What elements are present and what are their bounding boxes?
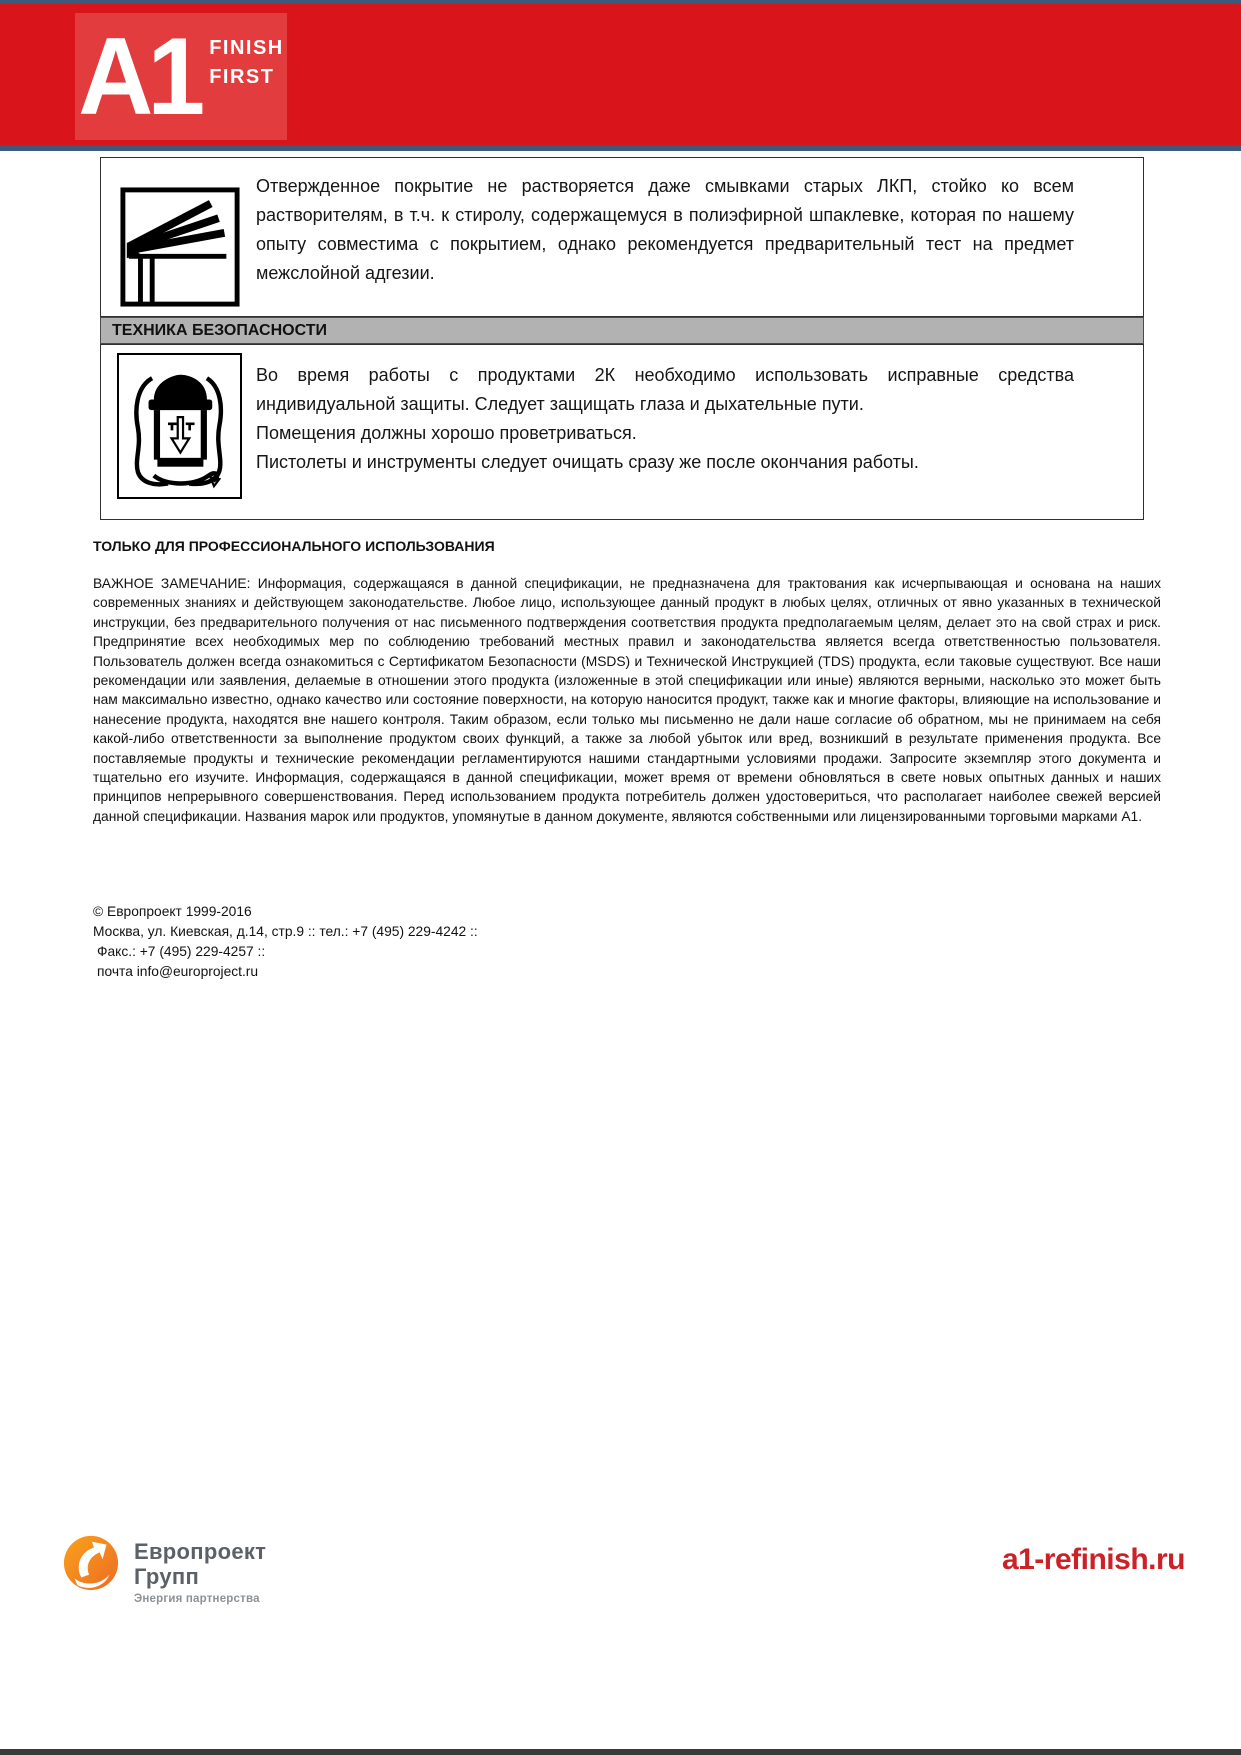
europroject-logo-text [134, 1540, 266, 1605]
copyright-line: © Европроект 1999-2016 [93, 904, 252, 919]
safety-line-3: Пистолеты и инструменты следует очищать сразу же после окончания работы. [256, 452, 919, 472]
a1-logo-text: A1 [78, 15, 200, 138]
contact-block [93, 902, 478, 982]
manual-book-icon [119, 186, 241, 308]
safety-line-2: Помещения должны хорошо проветриваться. [256, 423, 637, 443]
safety-text [256, 361, 1074, 477]
safety-section-title: ТЕХНИКА БЕЗОПАСНОСТИ [112, 321, 328, 339]
email-line[interactable]: почта info@europroject.ru [97, 964, 259, 979]
slogan-line-2: FIRST [209, 65, 275, 88]
professional-use-heading: ТОЛЬКО ДЛЯ ПРОФЕССИОНАЛЬНОГО ИСПОЛЬЗОВАНИЯ [93, 538, 495, 554]
bottom-accent-line [0, 1749, 1241, 1755]
safety-section-header [100, 317, 1144, 344]
resistance-info-box [100, 157, 1144, 317]
a1-logo [75, 13, 287, 140]
a1-logo-slogan [209, 34, 284, 92]
safety-paragraph-1: Во время работы с продуктами 2К необходимо использовать исправные средства индивидуальной защиты. Следует защищать глаза и дыхательные пути. [256, 365, 1074, 414]
resistance-text: Отвержденное покрытие не растворяется даже смывками старых ЛКП, стойко ко всем растворителям, в т.ч. к стиролу, содержащемуся в полиэфирной шпаклевке, которая по нашему опыту совместима с покрытием, однако рекомендуется предварительный тест на предмет межслойной адгезии. [256, 176, 1074, 283]
header-banner [0, 4, 1241, 145]
logo-title-line1: Европроект [134, 1539, 267, 1564]
address-line: Москва, ул. Киевская, д.14, стр.9 :: тел.: +7 (495) 229-4242 :: [93, 924, 478, 939]
slogan-line-1: FINISH [209, 36, 284, 59]
safety-info-box [100, 344, 1144, 520]
logo-tagline: Энергия партнерства [134, 1593, 260, 1606]
banner-accent-line [0, 145, 1241, 151]
website-link[interactable]: a1-refinish.ru [1001, 1543, 1185, 1576]
fax-line: Факс.: +7 (495) 229-4257 :: [97, 944, 266, 959]
respirator-hood-icon [117, 353, 242, 499]
disclaimer-paragraph: ВАЖНОЕ ЗАМЕЧАНИЕ: Информация, содержащаяся в данной спецификации, не предназначена для трактования как исчерпывающая и основана на наших современных знаниях и действующем законодательстве. Любое лицо, использующее данный продукт в любых целях, отличных от явно указанных в технической инструкции, без предварительного получения от нас письменного подтверждения соответствия продукта предполагаемым целям, делает это на свой страх и риск. Предпринятие всех необходимых мер по соблюдению требований местных правил и законодательства является всегда ответственностью пользователя. Пользователь должен всегда ознакомиться с Сертификатом Безопасности (MSDS) и Технической Инструкцией (TDS) продукта, если таковые существуют. Все наши рекомендации или заявления, делаемые в отношении этого продукта (изложенные в этой спецификации или иные) являются верными, насколько это может быть нам максимально известно, однако качество или состояние поверхности, на которую наносится продукт, также как и многие факторы, влияющие на использование и нанесение продукта, находятся вне нашего контроля. Таким образом, если только мы письменно не дали наше согласие об обратном, мы не принимаем на себя какой-либо ответственности за выполнение продуктом своих функций, а также за любой убыток или вред, возникший в результате применения продукта. Все поставляемые продукты и технические рекомендации регламентируются нашими стандартными условиями продажи. Запросите экземпляр этого документа и тщательно его изучите. Информация, содержащаяся в данной спецификации, может время от времени обновляться в свете новых опытных данных и наших принципов непрерывного совершенствования. Перед использованием продукта потребитель должен удостовериться, что располагает наиболее свежей версией данной спецификации. Названия марок или продуктов, упомянутые в данном документе, являются собственными или лицензированными торговыми марками А1. [93, 576, 1161, 824]
europroject-logo [62, 1534, 266, 1605]
europroject-logo-icon [62, 1534, 120, 1597]
logo-title-line2: Групп [134, 1563, 200, 1589]
